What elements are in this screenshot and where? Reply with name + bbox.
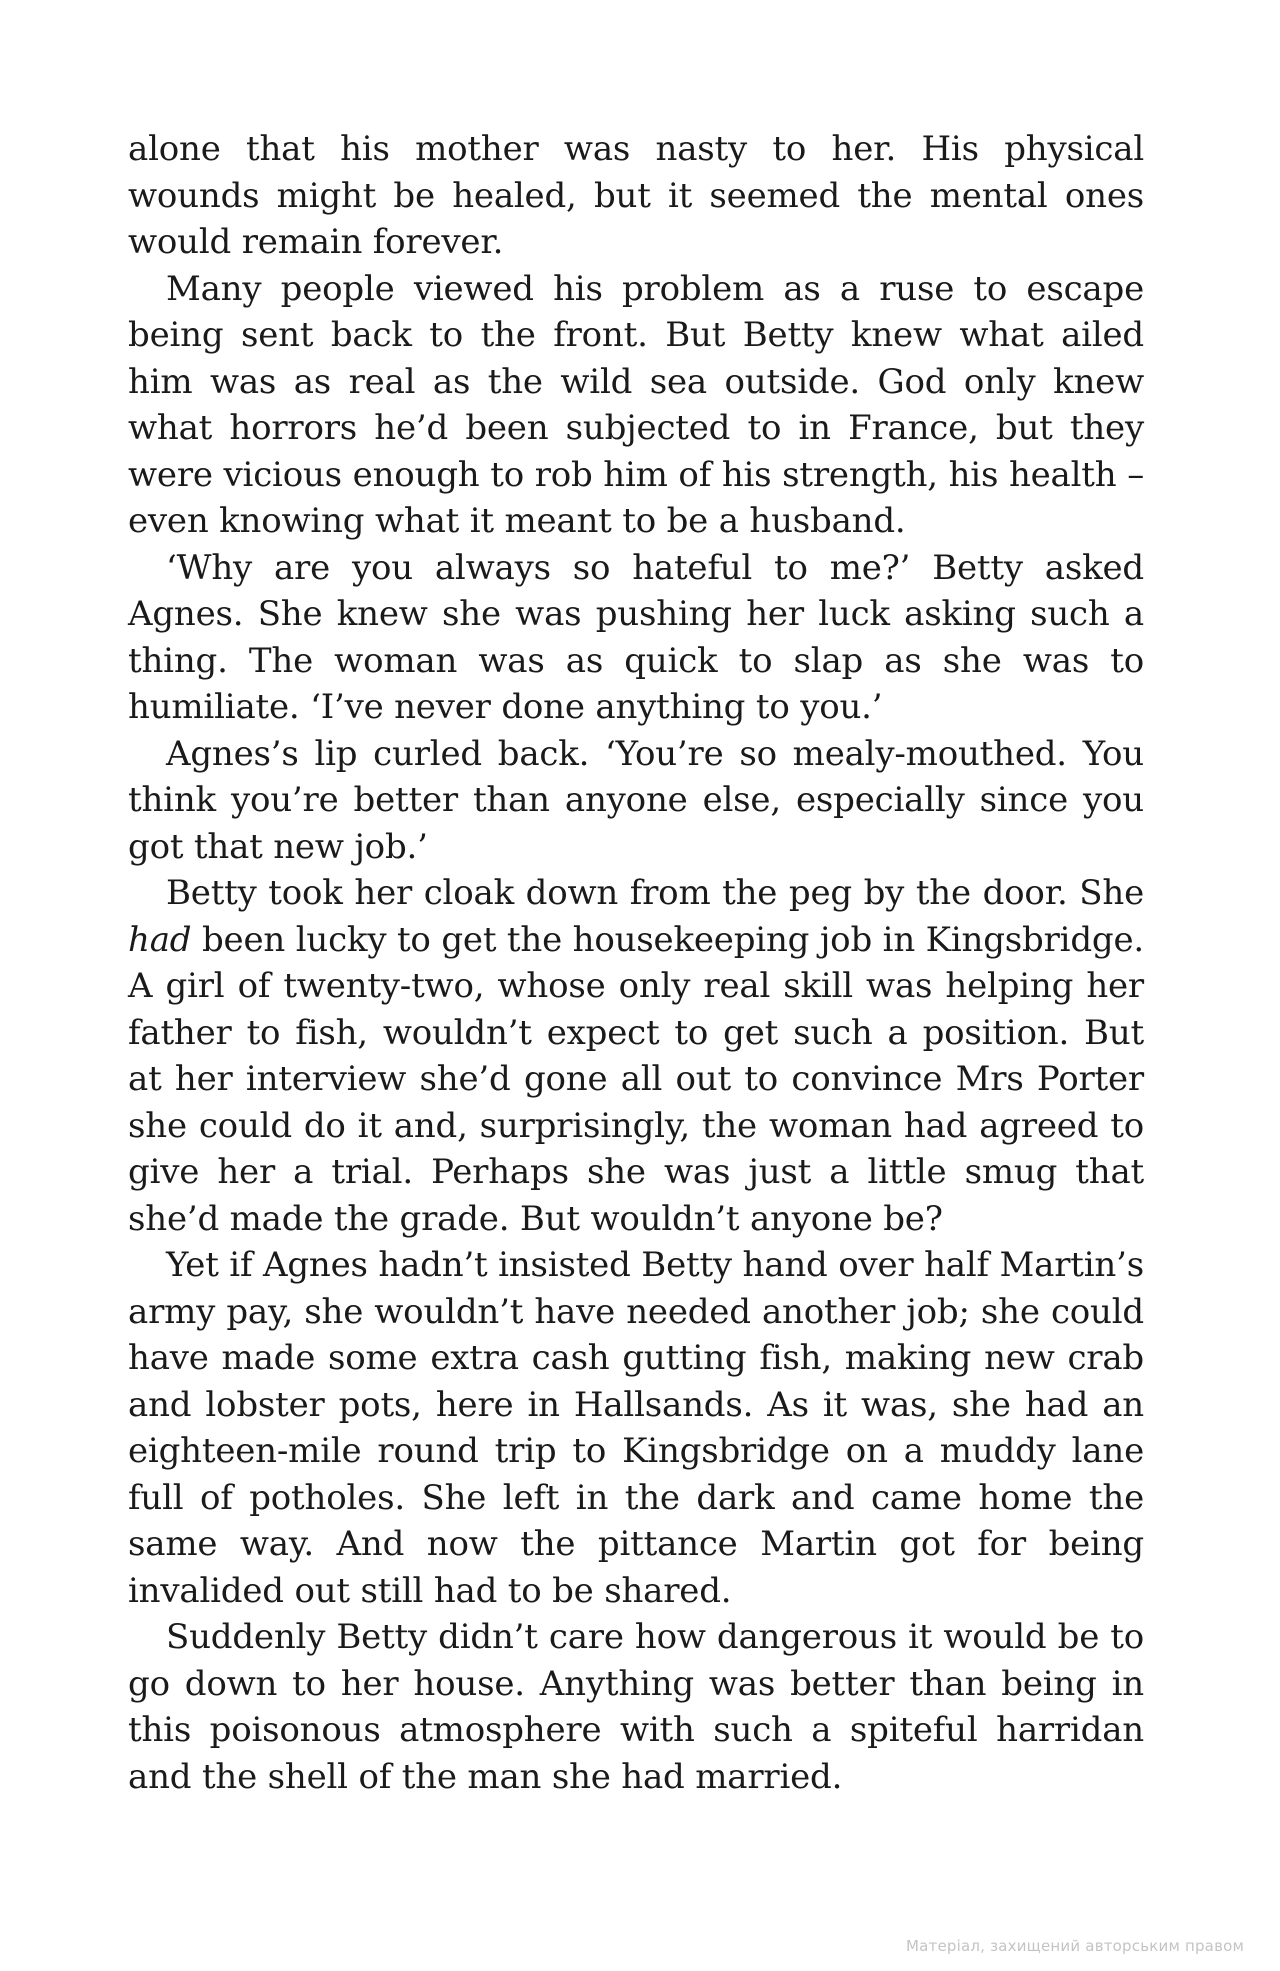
paragraph-5-before: Betty took her cloak down from the peg by the door. She xyxy=(166,873,1144,913)
book-page-body xyxy=(128,126,1144,1800)
paragraph-7: Suddenly Betty didn’t care how dangerous it would be to go down to her house. Anything was better than being in this poisonous atmosphere with such a spiteful harridan and the shell of the man she had married. xyxy=(128,1617,1144,1797)
paragraph-6: Yet if Agnes hadn’t insisted Betty hand over half Martin’s army pay, she wouldn’t have needed another job; she could have made some extra cash gutting fish, making new crab and lobster pots, here in Hallsands. As it was, she had an eighteen-mile round trip to Kingsbridge on a muddy lane full of potholes. She left in the dark and came home the same way. And now the pittance Martin got for being invalided out still had to be shared. xyxy=(128,1245,1144,1611)
paragraph-1: alone that his mother was nasty to her. His physical wounds might be healed, but it seemed the mental ones would remain forever. xyxy=(128,129,1144,262)
paragraph-2: Many people viewed his problem as a ruse to escape being sent back to the front. But Betty knew what ailed him was as real as the wild sea outside. God only knew what horrors he’d been subjected to in France, but they were vicious enough to rob him of his strength, his health – even knowing what it meant to be a husband. xyxy=(128,268,1144,541)
paragraph-5 xyxy=(128,870,1144,1242)
paragraph-4: Agnes’s lip curled back. ‘You’re so mealy-mouthed. You think you’re better than anyone else, especially since you got that new job.’ xyxy=(128,733,1144,867)
paragraph-3: ‘Why are you always so hateful to me?’ Betty asked Agnes. She knew she was pushing her luck asking such a thing. The woman was as quick to slap as she was to humiliate. ‘I’ve never done anything to you.’ xyxy=(128,547,1144,727)
copyright-watermark: Матеріал, захищений авторським правом xyxy=(905,1937,1244,1955)
paragraph-5-emphasis: had xyxy=(128,919,192,960)
paragraph-5-after: been lucky to get the housekeeping job in Kingsbridge. A girl of twenty-two, whose only real skill was helping her father to fish, wouldn’t expect to get such a position. But at her interview she’d gone all out to convince Mrs Porter she could do it and, surprisingly, the woman had agreed to give her a trial. Perhaps she was just a little smug that she’d made the grade. But wouldn’t anyone be? xyxy=(128,919,1144,1239)
